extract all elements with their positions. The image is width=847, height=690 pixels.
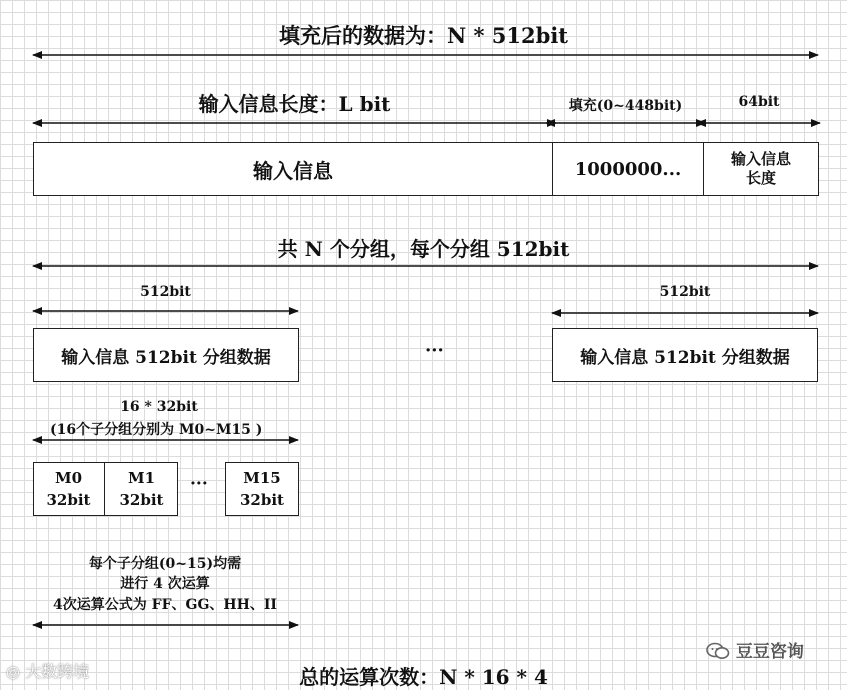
sub-block-m1 [105, 462, 178, 516]
group-right-text: 输入信息 512bit 分组数据 [580, 347, 790, 368]
padding-label: 填充(0~448bit) [568, 98, 683, 114]
wechat-icon [706, 642, 730, 660]
watermark-left [6, 659, 89, 682]
padded-data-title: 填充后的数据为：N * 512bit [279, 23, 568, 48]
watermark-left-text: 大数跨境 [25, 662, 90, 681]
total-ops-label: 总的运算次数：N * 16 * 4 [299, 665, 548, 689]
sub-block-m15-name: M15 [243, 469, 281, 487]
group-left-text: 输入信息 512bit 分组数据 [61, 347, 271, 368]
input-length-label: 输入信息长度：L bit [198, 92, 391, 116]
ops-line2: 进行 4 次运算 [120, 576, 210, 592]
group-right-size: 512bit [659, 284, 711, 300]
sub-block-m15-bits: 32bit [240, 491, 284, 509]
watermark-logo-icon: ◎ [6, 662, 20, 681]
sub-size-line2: (16个子分组分别为 M0~M15 ) [50, 422, 263, 438]
group-left-box [33, 328, 299, 382]
sub-block-m0-bits: 32bit [46, 491, 91, 509]
ops-line3: 4次运算公式为 FF、GG、HH、II [53, 597, 277, 613]
padding-bits-cell [552, 142, 704, 196]
length-field-line2: 长度 [745, 169, 776, 187]
group-ellipsis: ··· [425, 340, 444, 361]
sub-block-m0 [33, 462, 105, 516]
length-field-line1: 输入信息 [730, 150, 791, 168]
groups-label: 共 N 个分组，每个分组 512bit [277, 237, 570, 261]
ops-line1: 每个子分组(0~15)均需 [88, 556, 242, 572]
length-field-label: 64bit [738, 94, 780, 110]
sub-ellipsis: ··· [190, 474, 208, 494]
input-info-text: 输入信息 [253, 158, 333, 183]
input-info-cell [33, 142, 553, 196]
sub-block-m0-name: M0 [54, 469, 83, 487]
group-left-size: 512bit [140, 284, 191, 300]
group-right-box [552, 328, 818, 382]
watermark-right-text: 豆豆咨询 [735, 642, 804, 662]
sub-block-m1-bits: 32bit [119, 491, 164, 509]
sub-block-m15 [225, 462, 299, 516]
sub-block-m1-name: M1 [127, 469, 156, 487]
sub-size-line1: 16 * 32bit [120, 399, 198, 415]
padding-bits-text: 1000000... [574, 158, 682, 180]
length-field-cell [704, 142, 818, 196]
watermark-right [706, 637, 804, 662]
